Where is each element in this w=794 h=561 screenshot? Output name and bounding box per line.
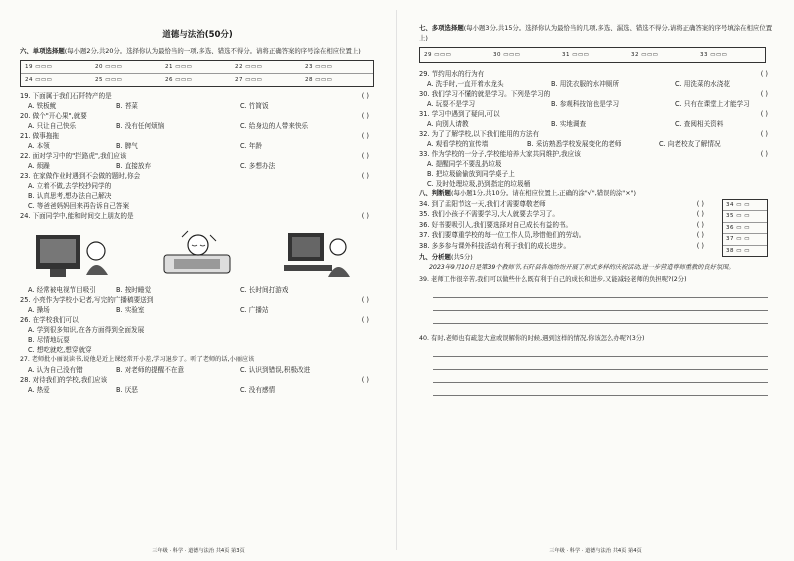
question-text: 28. 对待我们的学校,我们应该 — [20, 375, 108, 384]
answer-cell[interactable]: 28 ▭▭▭ — [305, 76, 333, 83]
option-c: C. 向老校友了解情况 — [659, 140, 721, 149]
question-39: 39. 老师工作很辛苦,我们可以做些什么既有利于自己的成长和进步,又能减轻老师的负担呢?(2分) — [419, 275, 687, 283]
question-text: 30. 我们学习不懂的就是学习。下列是学习的 — [419, 90, 551, 99]
answer-line[interactable] — [433, 298, 768, 311]
answer-paren: ( ) — [760, 90, 768, 99]
answer-paren: ( ) — [361, 315, 369, 324]
section-6-instruction: (每小题2分,共20分。选择你认为最恰当的一项,多选、错选不得分。请将正确答案的序号涂在相应位置上) — [64, 47, 361, 55]
option-a: A. 洗手时,一直开着水龙头 — [427, 80, 504, 89]
question-25 — [20, 295, 375, 305]
option-c: C. 想吃就吃,想穿就穿 — [28, 345, 92, 354]
question-33 — [419, 149, 774, 159]
exam-page-4 — [397, 0, 794, 561]
section-6-heading: 六、单项选择题 — [20, 47, 65, 55]
question-23 — [20, 171, 375, 181]
option-c: C. 用洗菜的水浇花 — [675, 80, 730, 89]
option-c: C. 没有感情 — [240, 385, 276, 394]
question-40: 40. 有时,老师也有疏忽大意或误解你的时候,遇到这样的情况,你该怎么办呢?(3分) — [419, 334, 645, 342]
question-31 — [419, 109, 774, 119]
option-b: B. 用洗衣服的水冲厕所 — [551, 80, 620, 89]
section-6-header — [20, 47, 375, 57]
options-24 — [20, 285, 375, 295]
gaming-child-illustration — [274, 225, 366, 283]
question-text: 21. 做事拖拖 — [20, 131, 59, 140]
answer-cell[interactable]: 34 ▭ ▭ — [726, 201, 750, 208]
option-c: C. 只有在课堂上才能学习 — [675, 100, 750, 109]
option-b: B. 把垃圾偷偷放到同学桌子上 — [427, 170, 515, 179]
option-a: A. 烦躁 — [28, 161, 50, 170]
question-35 — [419, 209, 704, 220]
answer-cell[interactable]: 26 ▭▭▭ — [165, 76, 193, 83]
question-text: 19. 下面属于我们石阡特产的是 — [20, 91, 112, 100]
answer-sheet-7 — [419, 47, 766, 63]
option-c: C. 多想办法 — [240, 161, 276, 170]
answer-paren: ( ) — [361, 131, 369, 140]
options-31 — [419, 119, 774, 129]
option-a: A. 经常被电视节目吸引 — [28, 285, 96, 294]
option-b: B. 尽情地玩耍 — [28, 335, 70, 344]
options-28 — [20, 385, 375, 395]
option-c: C. 查阅相关资料 — [675, 120, 724, 129]
option-c: C. 年龄 — [240, 141, 262, 150]
section-9-instruction: (共5分) — [450, 253, 473, 262]
section-7-instruction: (每小题3分,共15分。选择你认为最恰当的几项,多选、漏选、错选不得分,请将正确答案的序号填涂在相应位置上) — [419, 24, 773, 42]
answer-paren: ( ) — [696, 199, 704, 208]
question-29 — [419, 69, 774, 79]
answer-paren: ( ) — [696, 210, 704, 219]
section-8-instruction: (每小题1分,共10分。请在相应位置上,正确的涂"√",错误的涂"×") — [450, 189, 637, 198]
question-text: 35. 我们小孩子不需要学习,大人就要去学习了。 — [419, 210, 559, 219]
option-a: A. 热爱 — [28, 385, 50, 394]
page-footer: 三年级 · 科学 · 道德与法治 共4页 第3页 — [152, 548, 245, 554]
option-a: A. 学到很多知识,在各方面得到全面发展 — [28, 325, 145, 334]
option-c: C. 给身边的人带来快乐 — [240, 121, 309, 130]
question-21 — [20, 131, 375, 141]
question-22 — [20, 151, 375, 161]
question-24-pictures — [20, 225, 375, 283]
answer-sheet-8 — [722, 199, 768, 258]
option-c: C. 长时间打游戏 — [240, 285, 289, 294]
section-8-header — [419, 189, 774, 199]
analysis-paragraph: 2023年9月10日是第39个教师节,石阡县各地纷纷开展了形式多样的庆祝活动,进一步营造尊师重教的良好氛围。 — [429, 263, 735, 271]
question-text: 23. 在家做作业时遇到不会做的题时,你会 — [20, 171, 141, 180]
options-21 — [20, 141, 375, 151]
answer-cell[interactable]: 25 ▭▭▭ — [95, 76, 123, 83]
answer-cell[interactable]: 30 ▭▭▭ — [493, 52, 521, 59]
question-text: 33. 作为学校的一分子,学校能培养大家共同维护,我应该 — [419, 150, 581, 159]
option-c: C. 竹简饭 — [240, 101, 269, 110]
option-c: C. 及时处理垃圾,扔到指定的垃圾桶 — [427, 180, 531, 189]
option-a: A. 只让自己快乐 — [28, 121, 77, 130]
answer-cell[interactable]: 19 ▭▭▭ — [25, 63, 53, 70]
question-text: 20. 做个"开心果",就要 — [20, 111, 87, 120]
answer-line[interactable] — [433, 285, 768, 298]
answer-paren: ( ) — [361, 151, 369, 160]
answer-cell[interactable]: 33 ▭▭▭ — [700, 52, 728, 59]
section-9-header — [419, 253, 774, 263]
option-b: B. 直接放弃 — [116, 161, 152, 170]
question-text: 31. 学习中遇到了疑问,可以 — [419, 110, 500, 119]
option-c: C. 认识到错误,积极改进 — [240, 365, 311, 374]
answer-line[interactable] — [433, 357, 768, 370]
option-b: B. 采访熟悉学校发展变化的老师 — [527, 140, 622, 149]
question-30 — [419, 89, 774, 99]
options-30 — [419, 99, 774, 109]
option-c: C. 广播站 — [240, 305, 269, 314]
question-text: 26. 在学校我们可以 — [20, 315, 79, 324]
answer-paren: ( ) — [696, 241, 704, 250]
sleeping-child-illustration — [152, 225, 244, 283]
section-7-header — [419, 24, 774, 43]
answer-paren: ( ) — [361, 171, 369, 180]
question-38 — [419, 241, 704, 252]
tv-watching-illustration — [30, 225, 122, 283]
question-37 — [419, 230, 704, 241]
answer-cell[interactable]: 27 ▭▭▭ — [235, 76, 263, 83]
question-text: 22. 面对学习中的"拦路虎",我们应该 — [20, 151, 127, 160]
question-34 — [419, 199, 704, 210]
answer-cell[interactable]: 38 ▭ ▭ — [723, 245, 767, 257]
answer-paren: ( ) — [696, 220, 704, 229]
section-9-heading: 九、分析题 — [419, 253, 451, 262]
question-text: 37. 我们要尊重学校的每一位工作人员,珍惜他们的劳动。 — [419, 231, 586, 240]
option-b: B. 实地调查 — [551, 120, 587, 129]
options-27 — [20, 365, 375, 375]
answer-paren: ( ) — [760, 110, 768, 119]
section-7-heading: 七、多项选择题 — [419, 24, 464, 32]
page-title: 道德与法治(50分) — [162, 30, 233, 40]
option-b: B. 对老师的提醒不在意 — [116, 365, 185, 374]
true-false-block — [419, 199, 774, 252]
answer-sheet-6 — [20, 60, 374, 87]
answer-cell[interactable]: 21 ▭▭▭ — [165, 63, 193, 70]
answer-cell[interactable]: 37 ▭ ▭ — [723, 233, 767, 245]
answer-paren: ( ) — [760, 70, 768, 79]
question-text: 24. 下面同学中,能和时间交上朋友的是 — [20, 211, 134, 220]
answer-cell[interactable]: 32 ▭▭▭ — [631, 52, 659, 59]
question-28 — [20, 375, 375, 385]
answer-cell[interactable]: 20 ▭▭▭ — [95, 63, 123, 70]
option-a: A. 玩耍不是学习 — [427, 100, 476, 109]
answer-cell[interactable]: 23 ▭▭▭ — [305, 63, 333, 70]
question-text: 32. 为了了解学校,以下我们能用的方法有 — [419, 130, 540, 139]
options-19 — [20, 101, 375, 111]
option-a: A. 操场 — [28, 305, 50, 314]
answer-row — [21, 73, 373, 86]
options-20 — [20, 121, 375, 131]
option-b: B. 认真思考,想办法自己解决 — [28, 191, 112, 200]
answer-line[interactable] — [433, 344, 768, 357]
option-a: A. 认为自己没有错 — [28, 365, 83, 374]
options-29 — [419, 79, 774, 89]
option-b: B. 没有任何烦恼 — [116, 121, 165, 130]
question-19 — [20, 91, 375, 101]
section-8-heading: 八、判断题 — [419, 189, 451, 198]
option-a: A. 向别人请教 — [427, 120, 469, 129]
question-27: 27. 老师批小丽说读书,说他是近上课经常开小差,学习退步了。听了老师的话,小丽应该 — [20, 355, 255, 363]
option-b: B. 参观科技馆也是学习 — [551, 100, 620, 109]
answer-line[interactable] — [433, 383, 768, 396]
question-text: 29. 节约用水的行为有 — [419, 70, 485, 79]
option-b: B. 苔菜 — [116, 101, 138, 110]
question-text: 25. 小亮作为学校小记者,写完的广播稿要送到 — [20, 295, 154, 304]
option-a: A. 立着不做,去学校抄同学的 — [28, 181, 112, 190]
answer-row — [21, 61, 373, 73]
option-a: A. 提醒同学不要乱扔垃圾 — [427, 160, 502, 169]
question-24 — [20, 211, 375, 221]
options-25 — [20, 305, 375, 315]
answer-paren: ( ) — [760, 150, 768, 159]
question-26 — [20, 315, 375, 325]
answer-cell[interactable]: 35 ▭ ▭ — [723, 210, 767, 222]
answer-paren: ( ) — [361, 211, 369, 220]
answer-paren: ( ) — [361, 111, 369, 120]
question-36 — [419, 220, 704, 231]
answer-paren: ( ) — [361, 375, 369, 384]
answer-cell[interactable]: 22 ▭▭▭ — [235, 63, 263, 70]
question-text: 38. 多多参与课外科技活动有利于我们的成长进步。 — [419, 241, 571, 250]
options-32 — [419, 139, 774, 149]
option-b: B. 按时睡觉 — [116, 285, 152, 294]
option-a: A. 铁板鱿 — [28, 101, 57, 110]
options-22 — [20, 161, 375, 171]
answer-cell[interactable]: 36 ▭ ▭ — [723, 222, 767, 234]
question-32 — [419, 129, 774, 139]
answer-cell[interactable]: 31 ▭▭▭ — [562, 52, 590, 59]
answer-line[interactable] — [433, 311, 768, 324]
option-b: B. 脾气 — [116, 141, 138, 150]
question-text: 34. 到了盂阳节这一天,我们才需要尊敬老师 — [419, 199, 546, 208]
page-footer: 三年级 · 科学 · 道德与法治 共4页 第4页 — [549, 548, 642, 554]
option-c: C. 等爸爸妈妈回来再告诉自己答案 — [28, 201, 130, 210]
answer-cell[interactable]: 29 ▭▭▭ — [424, 52, 452, 59]
option-a: A. 观看学校的宣传墙 — [427, 140, 489, 149]
option-a: A. 本领 — [28, 141, 50, 150]
answer-cell[interactable]: 24 ▭▭▭ — [25, 76, 53, 83]
answer-paren: ( ) — [696, 231, 704, 240]
answer-paren: ( ) — [760, 130, 768, 139]
answer-line[interactable] — [433, 370, 768, 383]
answer-paren: ( ) — [361, 91, 369, 100]
question-text: 36. 好书要吸引人,我们要选择对自己成长有益的书。 — [419, 220, 573, 229]
option-b: B. 厌恶 — [116, 385, 138, 394]
option-b: B. 实验室 — [116, 305, 145, 314]
answer-paren: ( ) — [361, 295, 369, 304]
question-20 — [20, 111, 375, 121]
